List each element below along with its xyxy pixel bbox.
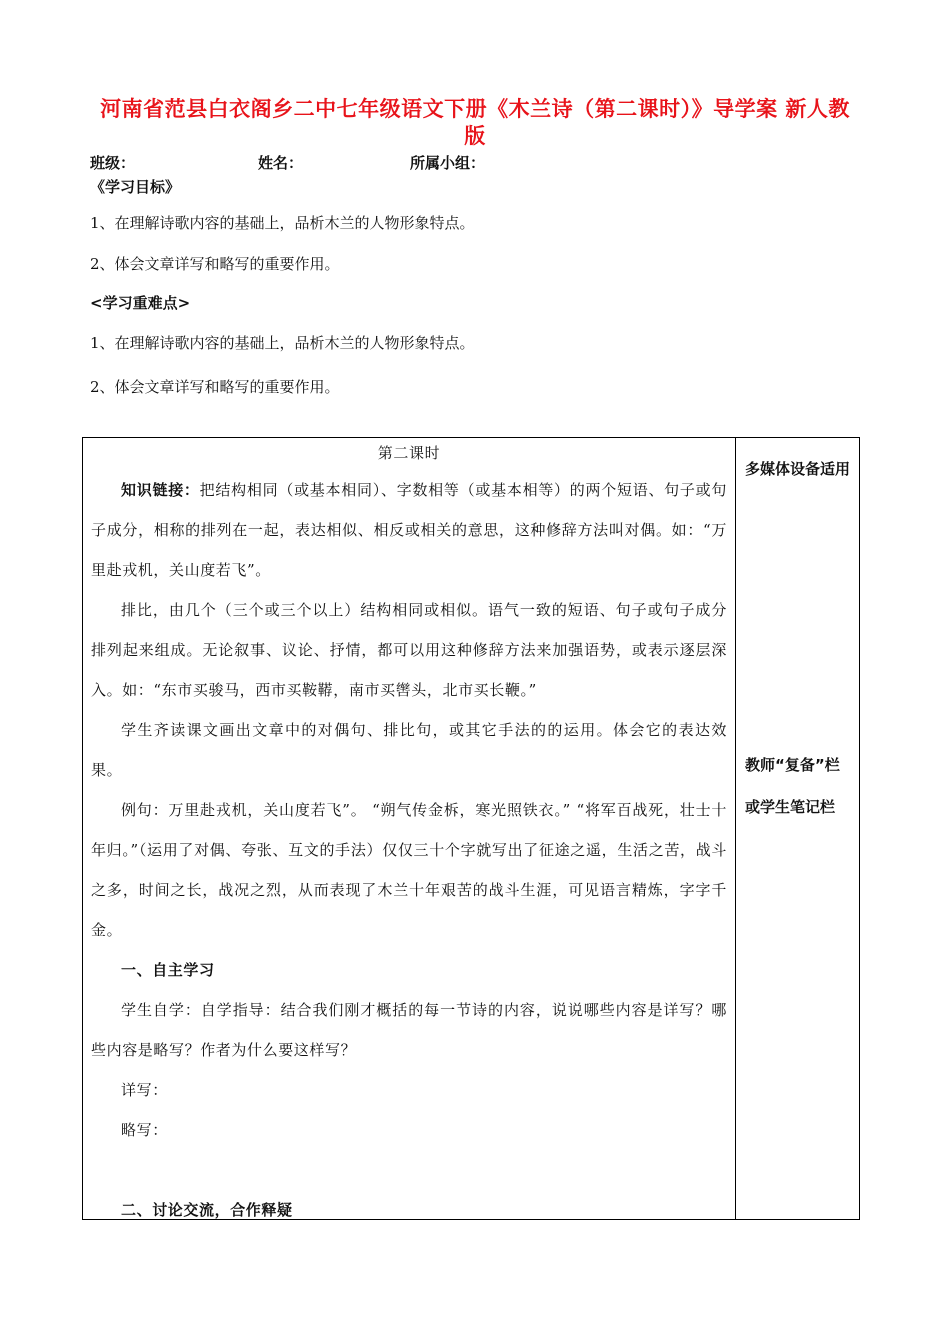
column-divider	[735, 438, 736, 1219]
knowledge-link-paragraph	[91, 470, 727, 590]
section1-heading	[91, 950, 727, 990]
group-label: 所属小组：	[410, 154, 486, 172]
blank-space	[91, 1150, 727, 1190]
parallelism-paragraph: 排比，由几个（三个或三个以上）结构相同或相似。语气一致的短语、句子或句子成分排列起来组成。无论叙事、议论、抒情，都可以用这种修辞方法来加强语势，或表示逐层深入。如：“东市买骏马，西市买鞍鞯，南市买辔头，北市买长鞭。”	[91, 601, 727, 699]
objective-item: 2、体会文章详写和略写的重要作用。	[90, 255, 340, 273]
section2-heading-text: 二、讨论交流，合作释疑	[121, 1201, 293, 1219]
objectives-heading: 《学习目标》	[90, 178, 181, 196]
lesson-content	[91, 438, 727, 1230]
lesson-title: 第二课时	[377, 444, 441, 462]
section2-heading	[91, 1190, 727, 1230]
media-note: 多媒体设备适用	[745, 460, 851, 478]
objective-item: 1、在理解诗歌内容的基础上，品析木兰的人物形象特点。	[90, 214, 475, 232]
key-point-item: 2、体会文章详写和略写的重要作用。	[90, 378, 340, 396]
key-point-item: 1、在理解诗歌内容的基础上，品析木兰的人物形象特点。	[90, 334, 475, 352]
example-paragraph: 例句：万里赴戎机，关山度若飞”。 “朔气传金柝，寒光照铁衣。” “将军百战死，壮士十年归。”（运用了对偶、夸张、互文的手法）仅仅三十个字就写出了征途之遥，生活之苦，战斗之多，时间之长，战况之烈，从而表现了木兰十年艰苦的战斗生涯，可见语言精炼，字字千金。	[91, 801, 727, 939]
read-task-paragraph: 学生齐读课文画出文章中的对偶句、排比句，或其它手法的的运用。体会它的表达效果。	[91, 721, 727, 779]
detailed-label: 详写：	[121, 1081, 168, 1099]
class-label: 班级：	[90, 154, 136, 172]
knowledge-text: 把结构相同（或基本相同）、字数相等（或基本相等）的两个短语、句子或句子成分，相称的排列在一起，表达相似、相反或相关的意思，这种修辞方法叫对偶。如：“万里赴戎机，关山度若飞”。	[91, 481, 727, 579]
document-title: 河南省范县白衣阁乡二中七年级语文下册《木兰诗（第二课时）》导学案 新人教版	[100, 97, 850, 148]
lesson-table	[82, 437, 860, 1220]
name-label: 姓名：	[258, 154, 304, 172]
brief-label: 略写：	[121, 1121, 168, 1139]
key-points-heading: <学习重难点>	[90, 294, 191, 312]
self-study-paragraph: 学生自学：自学指导：结合我们刚才概括的每一节诗的内容，说说哪些内容是详写？哪些内容是略写？作者为什么要这样写？	[91, 1001, 727, 1059]
teacher-note: 教师“复备”栏或学生笔记栏	[745, 756, 840, 816]
section1-heading-text: 一、自主学习	[121, 961, 215, 979]
knowledge-label: 知识链接：	[121, 481, 200, 499]
